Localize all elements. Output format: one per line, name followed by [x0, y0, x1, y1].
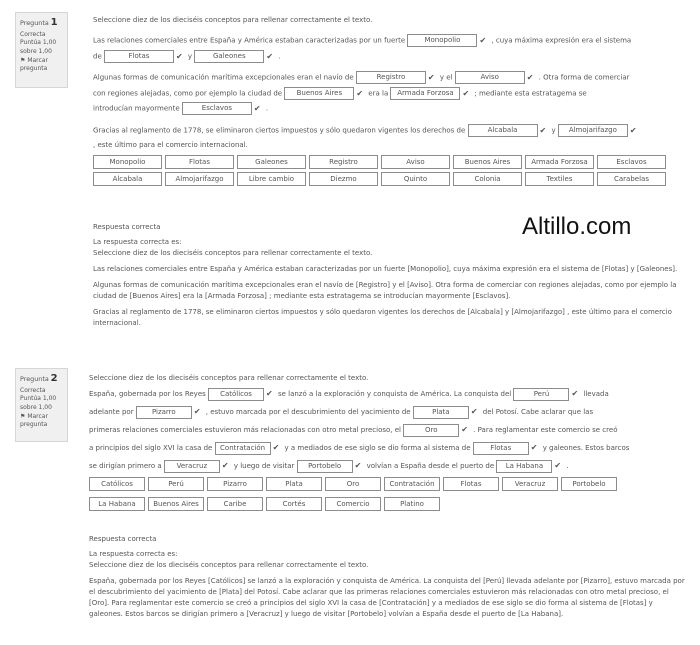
answer-chip[interactable]: Flotas [443, 477, 499, 491]
answer-chip[interactable]: Quinto [381, 172, 450, 186]
question-number: 2 [50, 373, 58, 384]
drop-target[interactable]: Esclavos [182, 102, 252, 115]
text-line: adelante por Pizarro ✔ , estuvo marcada por el descubrimiento del yacimiento de Plata ✔ del Potosí. Cabe aclarar que las [89, 403, 685, 421]
answer-chip[interactable]: La Habana [89, 497, 145, 511]
question-instruction: Seleccione diez de los dieciséis conceptos para rellenar correctamente el texto. [89, 374, 369, 382]
answer-bank [89, 477, 685, 511]
check-icon: ✔ [175, 51, 183, 61]
question-status: Correcta [20, 386, 46, 394]
answer-chip[interactable]: Registro [309, 155, 378, 169]
check-icon: ✔ [272, 443, 280, 452]
answer-bank [93, 155, 685, 186]
correct-answer-label: La respuesta correcta es: [89, 550, 178, 558]
check-icon: ✔ [554, 461, 562, 470]
check-icon: ✔ [462, 88, 470, 98]
answer-chip[interactable]: Galeones [237, 155, 306, 169]
answer-chip[interactable]: Buenos Aires [148, 497, 204, 511]
correct-answer-label: La respuesta correcta es: [93, 238, 182, 246]
answer-chip[interactable]: Textiles [525, 172, 594, 186]
check-icon: ✔ [479, 36, 487, 45]
answer-chip[interactable]: Portobelo [561, 477, 617, 491]
answer-chip[interactable]: Platino [384, 497, 440, 511]
question-number: 1 [50, 17, 58, 28]
feedback-instruction: Seleccione diez de los dieciséis conceptos para rellenar correctamente el texto. [93, 249, 373, 257]
question-1-info [15, 12, 68, 88]
check-icon: ✔ [539, 125, 547, 135]
drop-target[interactable]: Oro [403, 424, 459, 437]
text-line: España, gobernada por los Reyes Católicos ✔ se lanzó a la exploración y conquista de América. La conquista del Perú ✔ llevada [89, 385, 685, 403]
flag-question-link[interactable]: ⚑ Marcar pregunta [20, 412, 48, 429]
check-icon: ✔ [526, 73, 534, 82]
question-label: Pregunta [20, 19, 49, 27]
answer-chip[interactable]: Cortés [266, 497, 322, 511]
question-2-feedback [89, 534, 685, 625]
drop-target[interactable]: Pizarro [136, 406, 192, 419]
feedback-paragraph: España, gobernada por los Reyes [Católicos] se lanzó a la exploración y conquista de América. La conquista del [Perú] llevada adelante por [Pizarro], estuvo marcada por el descubrimiento del yacimiento de [Plata] del Potosí. Cabe aclarar que las primeras relaciones comerciales estuvieron más relacionadas con otro metal precioso, el [Oro]. Para reglamentar este comercio se creó a principios del siglo XVI la casa de [Contratación] y a mediados de ese siglo se dio forma al sistema de [Flotas] y galeones. Estos barcos se dirigían primero a [Veracruz] y luego de visitar [Portobelo] volvían a España desde el puerto de [La Habana]. [89, 577, 685, 618]
question-score: Puntúa 1,00 sobre 1,00 [20, 39, 57, 55]
check-icon: ✔ [356, 88, 364, 98]
question-2-content [89, 371, 685, 511]
check-icon: ✔ [530, 443, 538, 452]
check-icon: ✔ [221, 461, 229, 470]
answer-chip[interactable]: Veracruz [502, 477, 558, 491]
feedback-heading: Respuesta correcta [89, 535, 157, 543]
feedback-paragraph: Gracias al reglamento de 1778, se eliminaron ciertos impuestos y sólo quedaron vigentes los derechos de [Alcabala] y [Almojarifazgo] , este último para el comercio internacional. [93, 308, 672, 327]
question-instruction: Seleccione diez de los dieciséis conceptos para rellenar correctamente el texto. [93, 16, 373, 24]
drop-target[interactable]: Flotas [104, 50, 174, 63]
question-label: Pregunta [20, 375, 49, 383]
answer-chip[interactable]: Católicos [89, 477, 145, 491]
question-1-feedback [93, 222, 685, 334]
drop-target[interactable]: Plata [413, 406, 469, 419]
drop-target[interactable]: Contratación [215, 442, 271, 455]
answer-chip[interactable]: Esclavos [597, 155, 666, 169]
question-1-content [93, 13, 685, 186]
feedback-heading: Respuesta correcta [93, 223, 161, 231]
drop-target[interactable]: Almojarifazgo [558, 124, 628, 137]
answer-chip[interactable]: Diezmo [309, 172, 378, 186]
check-icon: ✔ [470, 407, 478, 416]
answer-chip[interactable]: Plata [266, 477, 322, 491]
question-2-info [15, 368, 68, 442]
paragraph-1: Las relaciones comerciales entre España y América estaban caracterizadas por un fuerte Monopolio ✔ , cuya máxima expresión era el sistema de Flotas ✔ y Galeones ✔ . [93, 33, 685, 64]
paragraph-3: Gracias al reglamento de 1778, se eliminaron ciertos impuestos y sólo quedaron vigentes los derechos de Alcabala ✔ y Almojarifazgo ✔ , este último para el comercio internacional. [93, 123, 685, 154]
answer-chip[interactable]: Armada Forzosa [525, 155, 594, 169]
drop-target[interactable]: Registro [356, 71, 426, 84]
drop-target[interactable]: Perú [513, 388, 569, 401]
drop-target[interactable]: Flotas [473, 442, 529, 455]
flag-icon: ⚑ [20, 56, 26, 64]
drop-target[interactable]: Galeones [194, 50, 264, 63]
answer-chip[interactable]: Aviso [381, 155, 450, 169]
answer-chip[interactable]: Pizarro [207, 477, 263, 491]
check-icon: ✔ [629, 125, 637, 135]
answer-chip[interactable]: Carabelas [597, 172, 666, 186]
feedback-instruction: Seleccione diez de los dieciséis conceptos para rellenar correctamente el texto. [89, 561, 369, 569]
question-status: Correcta [20, 30, 46, 38]
check-icon: ✔ [193, 407, 201, 416]
text-line: a principios del siglo XVI la casa de Contratación ✔ y a mediados de ese siglo se dio forma al sistema de Flotas ✔ y galeones. Estos barcos [89, 439, 685, 457]
drop-target[interactable]: Buenos Aires [284, 87, 354, 100]
drop-target[interactable]: Aviso [455, 71, 525, 84]
drop-target[interactable]: Monopolio [407, 34, 477, 47]
answer-chip[interactable]: Monopolio [93, 155, 162, 169]
feedback-paragraph: Las relaciones comerciales entre España y América estaban caracterizadas por un fuerte [Monopolio], cuya máxima expresión era el sistema de [Flotas] y [Galeones]. [93, 265, 678, 273]
answer-chip[interactable]: Libre cambio [237, 172, 306, 186]
check-icon: ✔ [253, 104, 261, 113]
check-icon: ✔ [266, 51, 274, 61]
question-score: Puntúa 1,00 sobre 1,00 [20, 395, 57, 411]
watermark-logo: Altillo.com [522, 213, 632, 240]
answer-chip[interactable]: Flotas [165, 155, 234, 169]
text-line: se dirigían primero a Veracruz ✔ y luego de visitar Portobelo ✔ volvían a España desde el puerto de La Habana ✔ . [89, 457, 685, 475]
drop-target[interactable]: Veracruz [164, 460, 220, 473]
feedback-paragraph: Algunas formas de comunicación marítima excepcionales eran el navío de [Registro] y el [Aviso]. Otra forma de comerciar con regiones alejadas, como por ejemplo la ciudad de [Buenos Aires] era la [Armada Forzosa] ; mediante esta estratagema se introducían mayormente [Esclavos]. [93, 281, 677, 300]
drop-target[interactable]: Alcabala [468, 124, 538, 137]
flag-question-link[interactable]: ⚑ Marcar pregunta [20, 56, 48, 73]
answer-chip[interactable]: Colonia [453, 172, 522, 186]
drop-target[interactable]: La Habana [496, 460, 552, 473]
check-icon: ✔ [571, 389, 579, 398]
answer-chip[interactable]: Comercio [325, 497, 381, 511]
check-icon: ✔ [354, 461, 362, 470]
drop-target[interactable]: Católicos [208, 388, 264, 401]
answer-chip[interactable]: Contratación [384, 477, 440, 491]
answer-chip[interactable]: Almojarifazgo [165, 172, 234, 186]
answer-chip[interactable]: Oro [325, 477, 381, 491]
check-icon: ✔ [461, 425, 468, 434]
text-line: primeras relaciones comerciales estuvieron más relacionadas con otro metal precioso, el Oro ✔ . Para reglamentar este comercio se creó [89, 421, 685, 439]
answer-chip[interactable]: Alcabala [93, 172, 162, 186]
check-icon: ✔ [427, 73, 435, 82]
drop-target[interactable]: Portobelo [297, 460, 353, 473]
flag-icon: ⚑ [20, 412, 26, 420]
check-icon: ✔ [266, 389, 273, 398]
paragraph-2: Algunas formas de comunicación marítima excepcionales eran el navío de Registro ✔ y el Aviso ✔ . Otra forma de comerciar con regiones alejadas, como por ejemplo la ciudad de Buenos Aires ✔ era la Armada Forzosa ✔ ; mediante esta estratagema se introducían mayormente Esclavos ✔ . [93, 70, 685, 117]
answer-chip[interactable]: Perú [148, 477, 204, 491]
drop-target[interactable]: Armada Forzosa [390, 87, 460, 100]
answer-chip[interactable]: Buenos Aires [453, 155, 522, 169]
answer-chip[interactable]: Caribe [207, 497, 263, 511]
